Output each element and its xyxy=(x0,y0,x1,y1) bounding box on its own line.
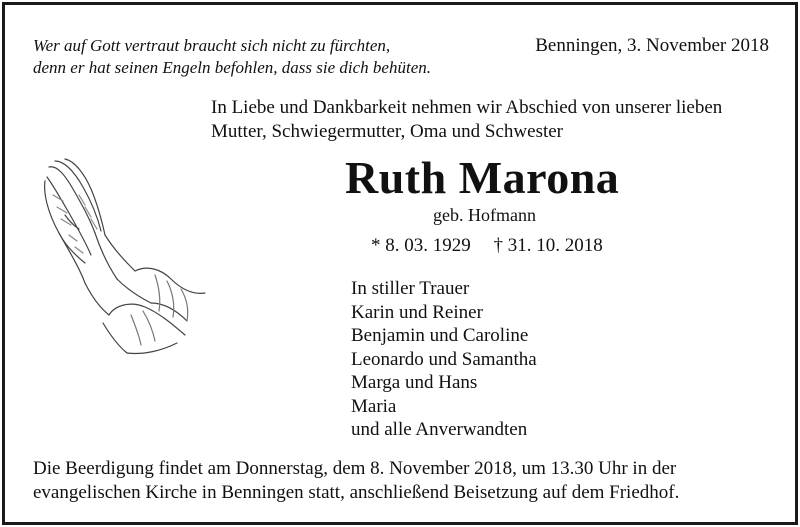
death-date: † 31. 10. 2018 xyxy=(493,235,603,256)
list-item: Maria xyxy=(351,395,397,417)
verse-line-2: denn er hat seinen Engeln befohlen, dass sie dich behüten. xyxy=(33,58,431,77)
praying-hands-icon xyxy=(35,155,210,360)
bible-verse xyxy=(33,35,431,79)
place-date: Benningen, 3. November 2018 xyxy=(535,35,769,56)
list-item: In stiller Trauer xyxy=(351,278,470,299)
verse-line-1: Wer auf Gott vertraut braucht sich nicht zu fürchten, xyxy=(33,36,391,55)
list-item: und alle Anverwandten xyxy=(351,419,528,440)
funeral-info xyxy=(33,457,679,505)
list-item: Karin und Reiner xyxy=(351,301,483,323)
deceased-name: Ruth Marona xyxy=(345,152,620,203)
list-item: Benjamin und Caroline xyxy=(351,325,529,346)
list-item: Leonardo und Samantha xyxy=(351,348,537,370)
funeral-line-1: Die Beerdigung findet am Donnerstag, dem 8. November 2018, um 13.30 Uhr in der xyxy=(33,458,677,479)
intro-text xyxy=(211,96,722,144)
birth-date: * 8. 03. 1929 xyxy=(371,235,471,256)
mourners-list xyxy=(351,277,537,442)
intro-line-2: Mutter, Schwiegermutter, Oma und Schwester xyxy=(211,121,564,142)
list-item: Marga und Hans xyxy=(351,372,478,393)
maiden-name: geb. Hofmann xyxy=(433,205,536,225)
obituary-notice xyxy=(2,2,798,525)
life-dates xyxy=(371,235,603,257)
funeral-line-2: evangelischen Kirche in Benningen statt, anschließend Beisetzung auf dem Friedhof. xyxy=(33,482,680,503)
intro-line-1: In Liebe und Dankbarkeit nehmen wir Abschied von unserer lieben xyxy=(211,97,723,118)
